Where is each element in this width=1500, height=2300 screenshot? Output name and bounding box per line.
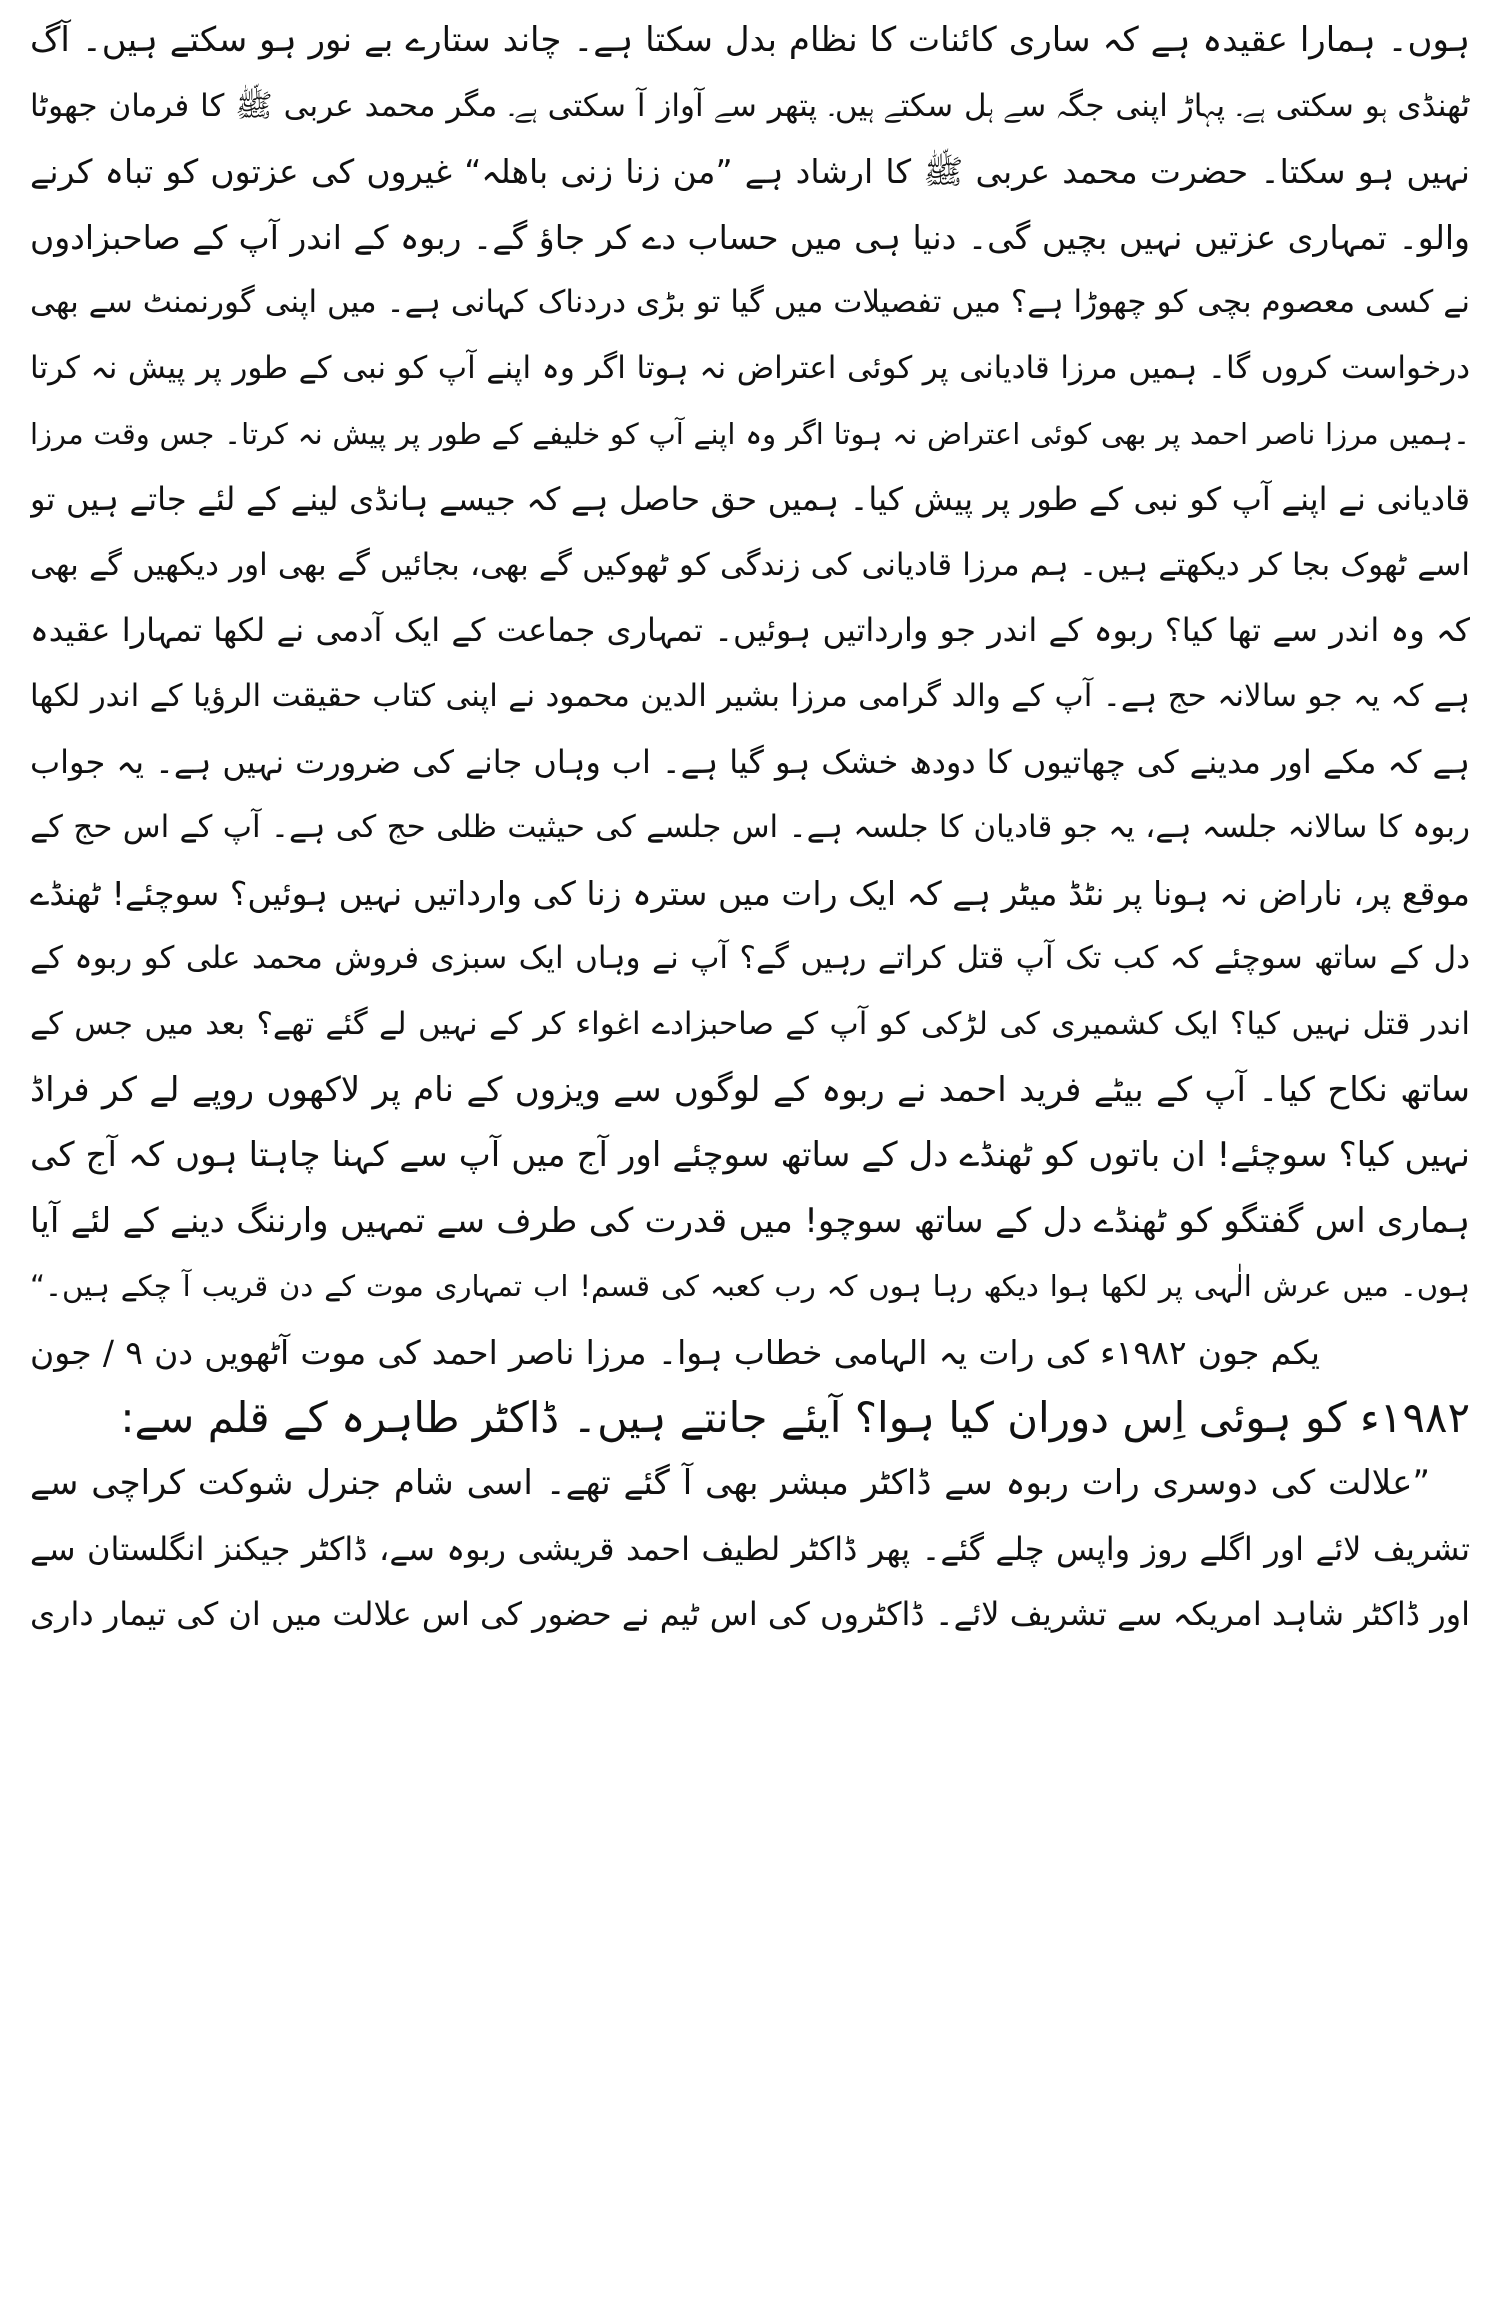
text-line: ہے کہ مکے اور مدینے کی چھاتیوں کا دودھ خشک ہو گیا ہے۔ اب وہاں جانے کی ضرورت نہیں ہے۔ یہ جواب [30,742,1470,781]
paragraph-start-line: یکم جون ۱۹۸۲ء کی رات یہ الہامی خطاب ہوا۔ مرزا ناصر احمد کی موت آٹھویں دن ۹ / جون [30,1332,1320,1372]
text-line: ہوں۔ میں عرش الٰہی پر لکھا ہوا دیکھ رہا ہوں کہ رب کعبہ کی قسم! اب تمہاری موت کے دن قریب آ چکے ہیں۔“ [30,1269,1470,1304]
text-line: تشریف لائے اور اگلے روز واپس چلے گئے۔ پھر ڈاکٹر لطیف احمد قریشی ربوہ سے، ڈاکٹر جیکنز انگلستان سے [30,1529,1470,1568]
text-line: دل کے ساتھ سوچئے کہ کب تک آپ قتل کراتے رہیں گے؟ آپ نے وہاں ایک سبزی فروش محمد علی کو ربوہ کے [30,940,1470,977]
text-line: ہماری اس گفتگو کو ٹھنڈے دل کے ساتھ سوچو! میں قدرت کی طرف سے تمہیں وارننگ دینے کے لئے آیا [30,1200,1470,1241]
text-line: کہ وہ اندر سے تھا کیا؟ ربوہ کے اندر جو وارداتیں ہوئیں۔ تمہاری جماعت کے ایک آدمی نے لکھا تمہارا عقیدہ [30,611,1470,650]
text-line: نہیں کیا؟ سوچئے! ان باتوں کو ٹھنڈے دل کے ساتھ سوچئے اور آج میں آپ سے کہنا چاہتا ہوں کہ آج کی [30,1135,1470,1176]
text-line: درخواست کروں گا۔ ہمیں مرزا قادیانی پر کوئی اعتراض نہ ہوتا اگر وہ اپنے آپ کو نبی کے طور پر پیش نہ کرتا [30,349,1470,386]
text-line: ربوہ کا سالانہ جلسہ ہے، یہ جو قادیان کا جلسہ ہے۔ اس جلسے کی حیثیت ظلی حج کی ہے۔ آپ کے اس حج کے [30,809,1470,846]
text-line: ہوں۔ ہمارا عقیدہ ہے کہ ساری کائنات کا نظام بدل سکتا ہے۔ چاند ستارے بے نور ہو سکتے ہیں۔ آگ [30,20,1470,60]
text-line: اسے ٹھوک بجا کر دیکھتے ہیں۔ ہم مرزا قادیانی کی زندگی کو ٹھوکیں گے بھی، بجائیں گے بھی اور دیکھیں گے بھی [30,546,1470,583]
text-line: قادیانی نے اپنے آپ کو نبی کے طور پر پیش کیا۔ ہمیں حق حاصل ہے کہ جیسے ہانڈی لینے کے لئے جاتے ہیں تو [30,480,1470,519]
quote-start-line: ”علالت کی دوسری رات ربوہ سے ڈاکٹر مبشر بھی آ گئے تھے۔ اسی شام جنرل شوکت کراچی سے [30,1463,1430,1504]
text-line: نے کسی معصوم بچی کو چھوڑا ہے؟ میں تفصیلات میں گیا تو بڑی دردناک کہانی ہے۔ میں اپنی گورنمنٹ سے بھی [30,284,1470,321]
text-line: نہیں ہو سکتا۔ حضرت محمد عربی ﷺ کا ارشاد ہے ”من زنا زنی باھلہ“ غیروں کی عزتوں کو تباہ کرنے [30,152,1470,192]
text-line: والو۔ تمہاری عزتیں نہیں بچیں گی۔ دنیا ہی میں حساب دے کر جاؤ گے۔ ربوہ کے اندر آپ کے صاحبزادوں [30,217,1470,257]
text-line: موقع پر، ناراض نہ ہونا پر نٹڈ میٹر ہے کہ ایک رات میں سترہ زنا کی وارداتیں نہیں ہوئیں؟ سوچئے! ٹھنڈے [30,873,1470,913]
text-line: اور ڈاکٹر شاہد امریکہ سے تشریف لائے۔ ڈاکٹروں کی اس ٹیم نے حضور کی اس علالت میں ان کی تیمار داری [30,1595,1470,1634]
text-line: ساتھ نکاح کیا۔ آپ کے بیٹے فرید احمد نے ربوہ کے لوگوں سے ویزوں کے نام پر لاکھوں روپے لے کر فراڈ [30,1069,1470,1110]
text-line: ۔ہمیں مرزا ناصر احمد پر بھی کوئی اعتراض نہ ہوتا اگر وہ اپنے آپ کو خلیفے کے طور پر پیش نہ کرتا۔ جس وقت مرزا [30,416,1470,451]
text-line: اندر قتل نہیں کیا؟ ایک کشمیری کی لڑکی کو آپ کے صاحبزادے اغواء کر کے نہیں لے گئے تھے؟ بعد میں جس کے [30,1005,1470,1042]
text-line: ہے کہ یہ جو سالانہ حج ہے۔ آپ کے والد گرامی مرزا بشیر الدین محمود نے اپنی کتاب حقیقت الرؤیا کے اندر لکھا [30,677,1470,714]
paragraph-end-line: ۱۹۸۲ء کو ہوئی اِس دوران کیا ہوا؟ آیئے جانتے ہیں۔ ڈاکٹر طاہرہ کے قلم سے: [120,1393,1470,1443]
text-line: ٹھنڈی ہو سکتی ہے۔ پہاڑ اپنی جگہ سے ہل سکتے ہیں۔ پتھر سے آواز آ سکتی ہے۔ مگر محمد عربی ﷺ کا فرمان جھوٹا [30,87,1470,124]
